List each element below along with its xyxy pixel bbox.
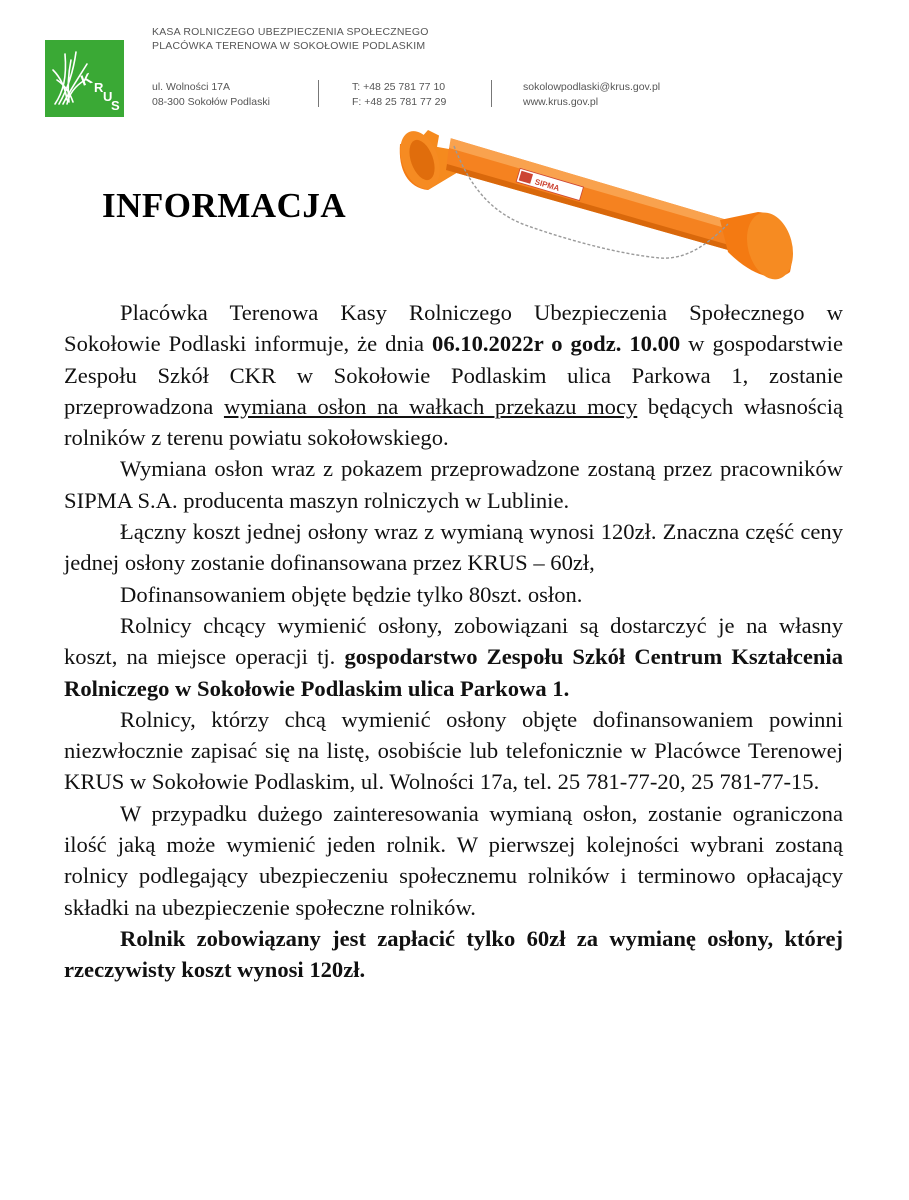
svg-text:S: S — [111, 98, 120, 113]
address-block — [152, 80, 270, 110]
paragraph-signup: Rolnicy, którzy chcą wymienić osłony objęte dofinansowaniem powinni niezwłocznie zapisać się na listę, osobiście lub telefonicznie w Placówce Terenowej KRUS w Sokołowie Podlaskim, ul. Wolności 17a, tel. 25 781-77-20, 25 781-77-15. — [64, 706, 843, 795]
text-segment: Rolnicy chcący wymienić osłony, zobowiązani są dostarczyć je na własny koszt, na miejsce operacji tj. — [64, 612, 843, 670]
pto-shaft-image — [398, 122, 798, 284]
date-time-highlight: 06.10.2022r o godz. 10.00 — [432, 331, 681, 357]
payment-highlight: Rolnik zobowiązany jest zapłacić tylko 60zł za wymianę osłony, której rzeczywisty koszt wynosi 120zł. — [64, 925, 843, 983]
paragraph-limit: Dofinansowaniem objęte będzie tylko 80szt. osłon. — [120, 581, 583, 607]
paragraph-sipma: Wymiana osłon wraz z pokazem przeprowadzone zostaną przez pracowników SIPMA S.A. producenta maszyn rolniczych w Lublinie. — [64, 456, 843, 513]
text-segment: będących własnością rolników z terenu powiatu sokołowskiego. — [64, 393, 844, 451]
org-name-line1: KASA ROLNICZEGO UBEZPIECZENIA SPOŁECZNEGO — [152, 26, 429, 38]
address-city: 08-300 Sokołów Podlaski — [152, 96, 270, 108]
paragraph-priority: W przypadku dużego zainteresowania wymianą osłon, zostanie ograniczona ilość jaką może wymienić jeden rolnik. W pierwszej kolejności wybrani zostaną rolnicy podlegający ubezpieczeniu społecznemu rolników i terminowo opłacający składki na ubezpieczenie społeczne rolników. — [64, 800, 843, 920]
fax-number: F: +48 25 781 77 29 — [352, 96, 447, 108]
email-address: sokolowpodlaski@krus.gov.pl — [523, 81, 661, 93]
svg-text:K: K — [78, 70, 95, 90]
svg-text:R: R — [94, 80, 104, 95]
paragraph-cost: Łączny koszt jednej osłony wraz z wymianą wynosi 120zł. Znaczna część ceny jednej osłony zostanie dofinansowana przez KRUS – 60zł, — [64, 519, 843, 576]
underlined-text: wymiana osłon na wałkach przekazu mocy — [223, 393, 638, 419]
website-url: www.krus.gov.pl — [523, 96, 599, 108]
svg-text:U: U — [103, 89, 113, 104]
page-title: INFORMACJA — [102, 186, 347, 225]
header-divider — [318, 80, 319, 107]
web-block — [523, 80, 660, 110]
phone-block — [352, 80, 446, 110]
paragraph-delivery — [64, 610, 843, 704]
announcement-body — [64, 297, 843, 986]
header-divider — [491, 80, 492, 107]
address-street: ul. Wolności 17A — [152, 81, 231, 93]
org-name-line2: PLACÓWKA TERENOWA W SOKOŁOWIE PODLASKIM — [152, 40, 426, 52]
text-segment: Placówka Terenowa Kasy Rolniczego Ubezpieczenia Społecznego w Sokołowie Podlaski informuje, że dnia — [64, 300, 843, 357]
svg-text:SIPMA: SIPMA — [533, 177, 561, 194]
phone-number: T: +48 25 781 77 10 — [352, 81, 446, 93]
paragraph-intro — [64, 297, 843, 453]
paragraph-payment — [64, 923, 843, 986]
text-segment: w gospodarstwie Zespołu Szkół CKR w Sokołowie Podlaskim ulica Parkowa 1, zostanie przeprowadzona — [64, 331, 843, 419]
location-highlight: gospodarstwo Zespołu Szkół Centrum Kształcenia Rolniczego w Sokołowie Podlaskim ulica Parkowa 1. — [64, 644, 844, 701]
krus-logo — [45, 40, 124, 117]
